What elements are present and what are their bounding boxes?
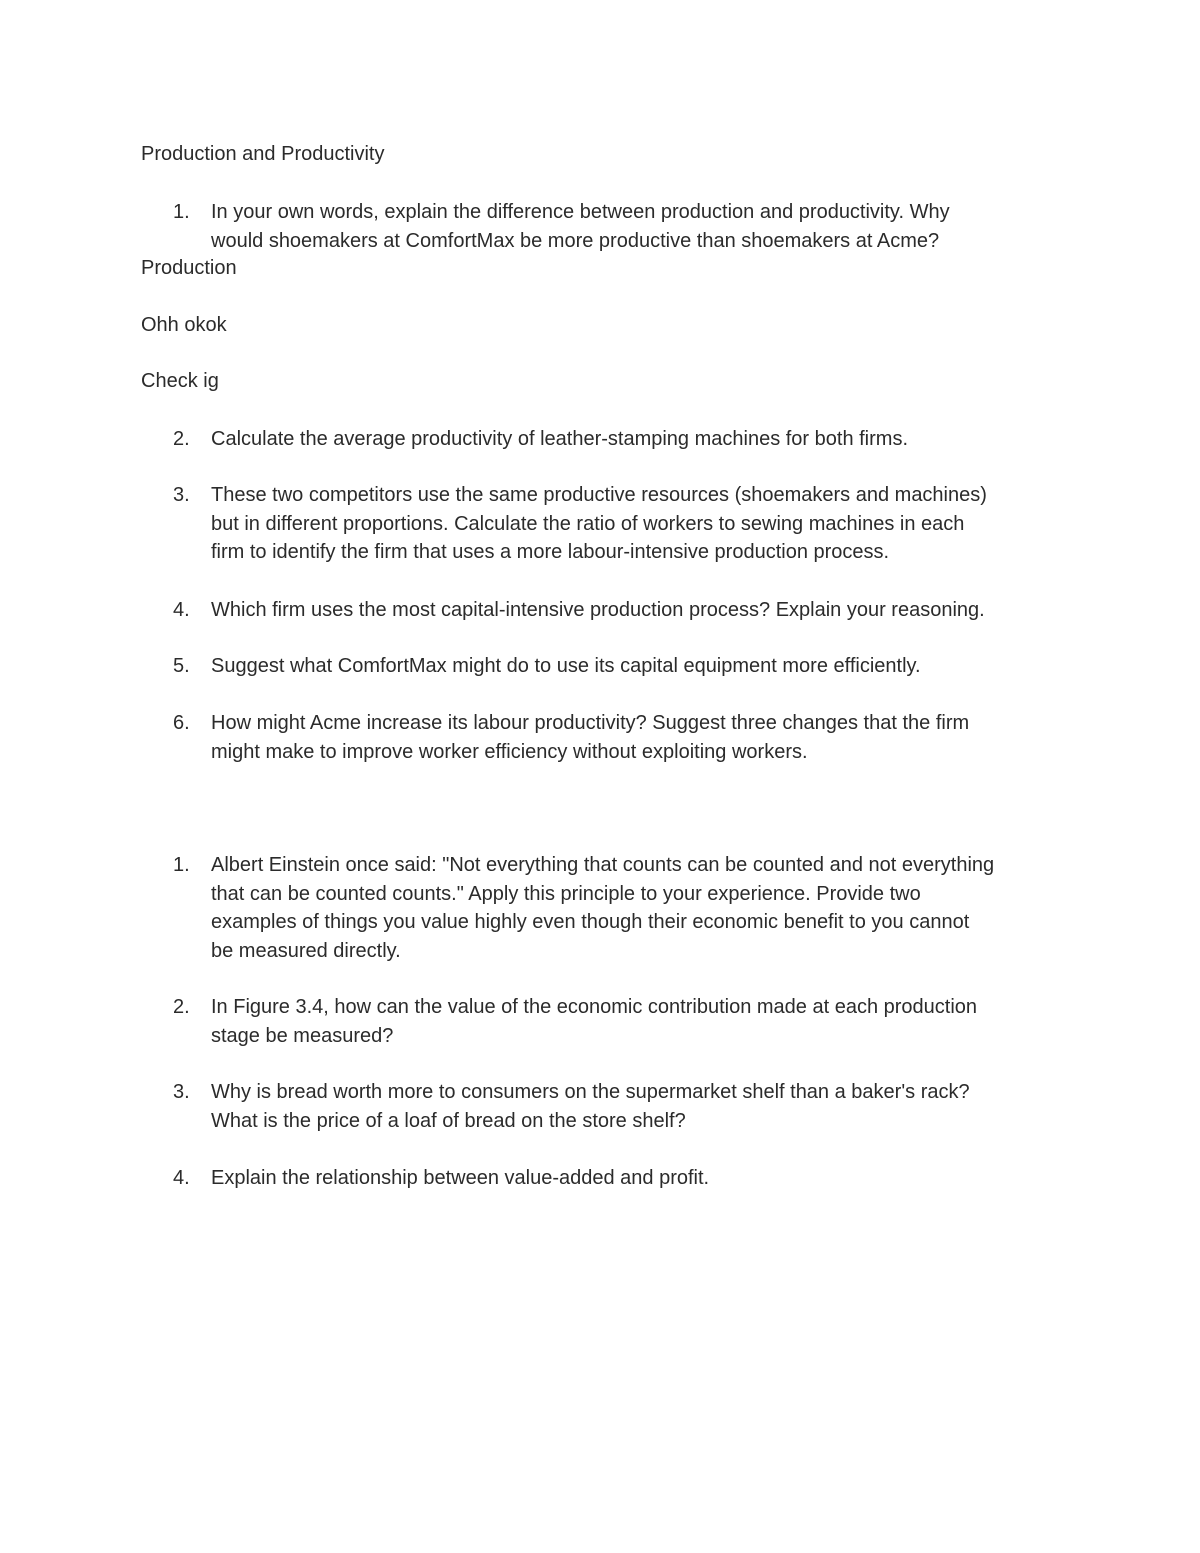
note-text: Check ig xyxy=(141,370,219,392)
list-number: 3. xyxy=(173,1081,190,1103)
list-number: 1. xyxy=(173,854,190,876)
question-text: Albert Einstein once said: "Not everything that counts can be counted and not everything that can be counted counts." Apply this principle to your experience. Provide two examples of things you value highly even though their economic benefit to you cannot be measured directly. xyxy=(211,854,995,962)
list-number: 2. xyxy=(173,996,190,1018)
question-text: These two competitors use the same productive resources (shoemakers and machines) but in different proportions. Calculate the ratio of workers to sewing machines in each firm to identify the firm that uses a more labour-intensive production process. xyxy=(211,484,987,563)
page-title: Production and Productivity xyxy=(141,143,385,165)
note-text: Ohh okok xyxy=(141,314,227,336)
note-text: Production xyxy=(141,257,237,279)
question-text: Which firm uses the most capital-intensive production process? Explain your reasoning. xyxy=(211,599,985,621)
question-text: In your own words, explain the difference between production and productivity. Why would shoemakers at ComfortMax be more productive than shoemakers at Acme? xyxy=(211,201,950,252)
list-number: 2. xyxy=(173,428,190,450)
list-number: 4. xyxy=(173,599,190,621)
list-number: 1. xyxy=(173,201,190,223)
question-text: Suggest what ComfortMax might do to use its capital equipment more efficiently. xyxy=(211,655,921,677)
list-number: 4. xyxy=(173,1167,190,1189)
list-number: 6. xyxy=(173,712,190,734)
list-number: 3. xyxy=(173,484,190,506)
question-text: In Figure 3.4, how can the value of the economic contribution made at each production stage be measured? xyxy=(211,996,978,1047)
question-text: Why is bread worth more to consumers on the supermarket shelf than a baker's rack? What is the price of a loaf of bread on the store shelf? xyxy=(211,1081,970,1132)
question-text: Explain the relationship between value-added and profit. xyxy=(211,1167,710,1189)
list-number: 5. xyxy=(173,655,190,677)
question-text: Calculate the average productivity of leather-stamping machines for both firms. xyxy=(211,428,909,450)
question-text: How might Acme increase its labour productivity? Suggest three changes that the firm might make to improve worker efficiency without exploiting workers. xyxy=(211,712,970,763)
